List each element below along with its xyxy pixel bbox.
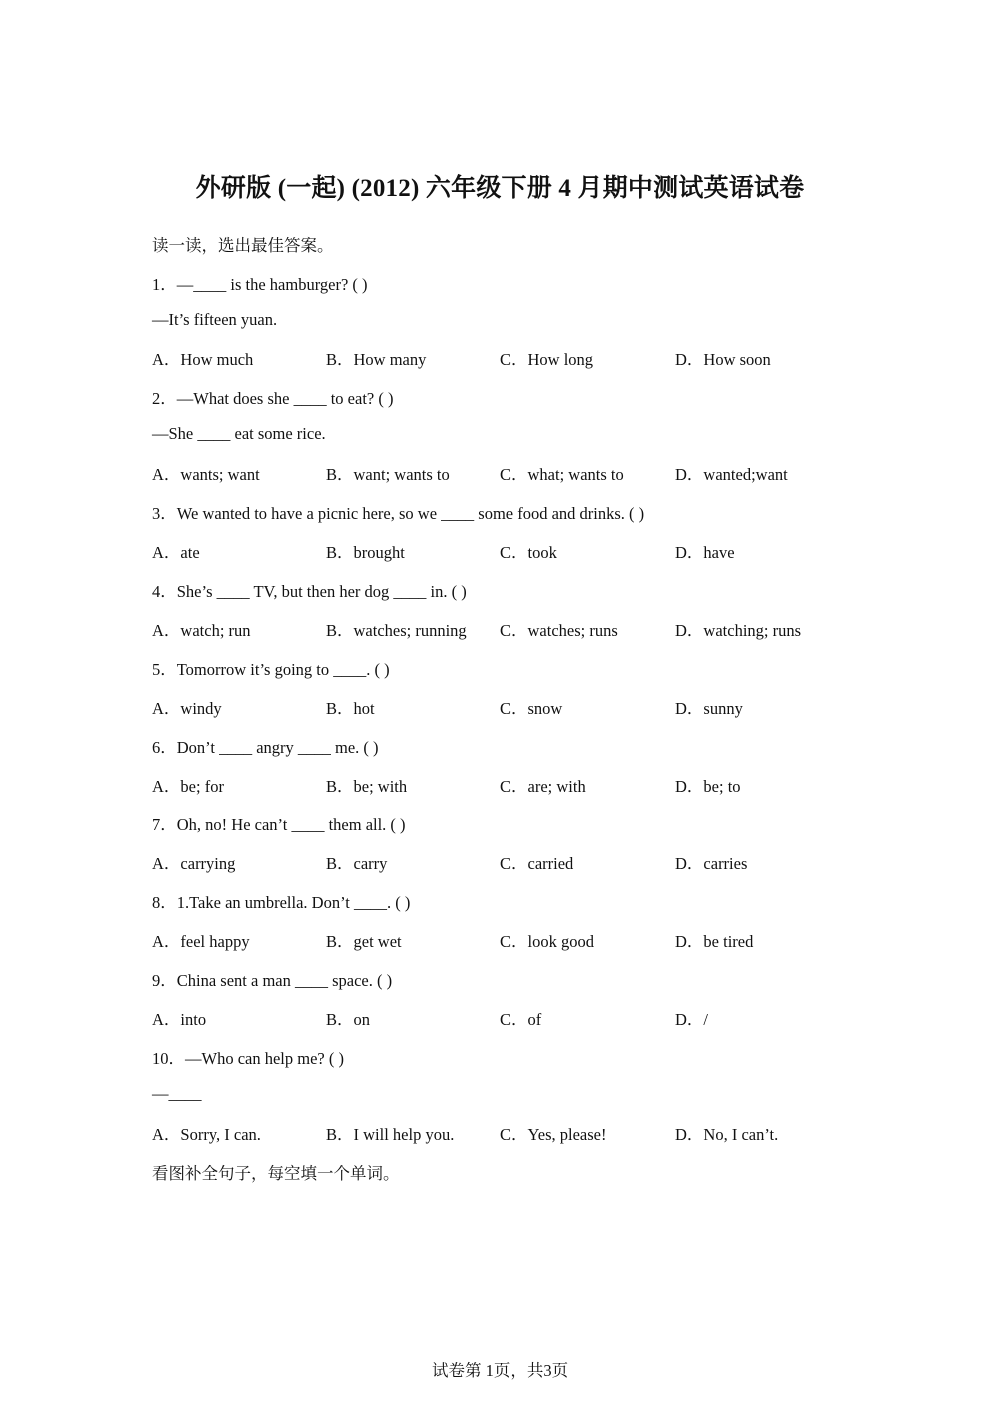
question-7-option-d[interactable]: D．carries [675, 854, 748, 873]
question-7-option-a[interactable]: A．carrying [152, 854, 236, 873]
question-10-option-b[interactable]: B．I will help you. [326, 1125, 455, 1144]
question-6-option-d[interactable]: D．be; to [675, 777, 741, 796]
question-10-option-d[interactable]: D．No, I can’t. [675, 1125, 779, 1144]
question-4-option-b[interactable]: B．watches; running [326, 621, 467, 640]
question-9-option-b[interactable]: B．on [326, 1010, 371, 1029]
question-6-stem: 6．Don’t ____ angry ____ me. ( ) [152, 738, 379, 757]
question-8-option-c[interactable]: C．look good [500, 932, 594, 951]
question-9-option-a[interactable]: A．into [152, 1010, 207, 1029]
question-8-option-b[interactable]: B．get wet [326, 932, 402, 951]
question-4-stem: 4．She’s ____ TV, but then her dog ____ in. ( ) [152, 582, 467, 601]
question-1-answer-line: —It’s fifteen yuan. [152, 310, 278, 329]
question-10-answer-line: —____ [152, 1084, 202, 1103]
question-3-option-b[interactable]: B．brought [326, 543, 405, 562]
question-2-option-a[interactable]: A．wants; want [152, 465, 260, 484]
question-7-option-c[interactable]: C．carried [500, 854, 574, 873]
question-4-option-c[interactable]: C．watches; runs [500, 621, 618, 640]
question-7-stem: 7．Oh, no! He can’t ____ them all. ( ) [152, 815, 406, 834]
question-1-option-c[interactable]: C．How long [500, 350, 594, 369]
question-4-option-d[interactable]: D．watching; runs [675, 621, 802, 640]
question-8-option-d[interactable]: D．be tired [675, 932, 754, 951]
question-4-option-a[interactable]: A．watch; run [152, 621, 251, 640]
question-6-option-c[interactable]: C．are; with [500, 777, 586, 796]
question-9-option-c[interactable]: C．of [500, 1010, 542, 1029]
question-6-option-a[interactable]: A．be; for [152, 777, 224, 796]
question-5-stem: 5．Tomorrow it’s going to ____. ( ) [152, 660, 390, 679]
question-10-option-a[interactable]: A．Sorry, I can. [152, 1125, 261, 1144]
question-1-stem: 1．—____ is the hamburger? ( ) [152, 275, 368, 294]
question-8-option-a[interactable]: A．feel happy [152, 932, 250, 951]
question-8-stem: 8．1.Take an umbrella. Don’t ____. ( ) [152, 893, 411, 912]
question-3-option-c[interactable]: C．took [500, 543, 557, 562]
question-2-stem: 2．—What does she ____ to eat? ( ) [152, 389, 394, 408]
question-9-option-d[interactable]: D．/ [675, 1010, 708, 1029]
section-instruction-picture: 看图补全句子，每空填一个单词。 [152, 1164, 400, 1183]
question-1-option-a[interactable]: A．How much [152, 350, 254, 369]
question-2-option-d[interactable]: D．wanted;want [675, 465, 788, 484]
question-3-option-d[interactable]: D．have [675, 543, 735, 562]
page-footer: 试卷第 1页，共3页 [431, 1361, 569, 1380]
question-1-option-d[interactable]: D．How soon [675, 350, 771, 369]
question-2-answer-line: —She ____ eat some rice. [152, 424, 326, 443]
question-5-option-c[interactable]: C．snow [500, 699, 563, 718]
section-instruction-reading: 读一读，选出最佳答案。 [152, 236, 334, 255]
question-2-option-c[interactable]: C．what; wants to [500, 465, 624, 484]
question-2-option-b[interactable]: B．want; wants to [326, 465, 450, 484]
page-title: 外研版 (一起) (2012) 六年级下册 4 月期中测试英语试卷 [195, 175, 805, 202]
question-3-stem: 3．We wanted to have a picnic here, so we ____ some food and drinks. ( ) [152, 504, 645, 523]
question-6-option-b[interactable]: B．be; with [326, 777, 408, 796]
question-7-option-b[interactable]: B．carry [326, 854, 388, 873]
question-3-option-a[interactable]: A．ate [152, 543, 200, 562]
question-5-option-b[interactable]: B．hot [326, 699, 375, 718]
question-10-option-c[interactable]: C．Yes, please! [500, 1125, 607, 1144]
question-10-stem: 10．—Who can help me? ( ) [152, 1049, 344, 1068]
question-1-option-b[interactable]: B．How many [326, 350, 427, 369]
question-5-option-a[interactable]: A．windy [152, 699, 222, 718]
question-5-option-d[interactable]: D．sunny [675, 699, 743, 718]
question-9-stem: 9．China sent a man ____ space. ( ) [152, 971, 393, 990]
